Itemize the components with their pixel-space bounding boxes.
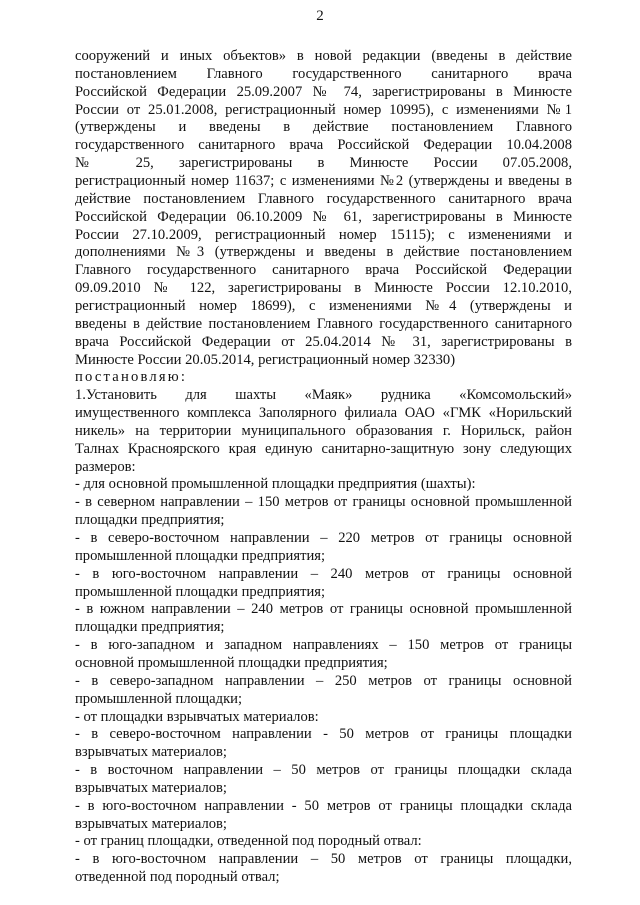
text-line: - в северо-восточном направлении – 220 метров от границы основной — [75, 530, 572, 546]
text-line: - для основной промышленной площадки предприятия (шахты): — [75, 476, 476, 493]
text-line: постановлением Главного государственного санитарного врача — [75, 65, 572, 82]
text-line: - в юго-восточном направлении – 240 метров от границы основной — [75, 565, 572, 582]
resolution-word: постановляю: — [75, 369, 188, 386]
text-line: - от границ площадки, отведенной под породный отвал: — [75, 833, 422, 850]
text-line: Минюсте России 20.05.2014, регистрационный номер 32330) — [75, 351, 456, 368]
text-line: - в северо-западном направлении – 250 метров от границы основной — [75, 672, 572, 689]
text-line: регистрационный номер 18699), с изменениями №4 (утверждены и — [75, 297, 572, 314]
text-line: Талнах Красноярского края единую санитарно-защитную зону следующих — [75, 440, 572, 457]
text-line: размеров: — [75, 458, 136, 475]
text-line: введены в действие постановлением Главного государственного санитарного — [75, 315, 572, 332]
text-line: - в юго-западном и западном направлениях – 150 метров от границы — [75, 637, 572, 654]
text-line: регистрационный номер 11637; с изменениями №2 (утверждены и введены в — [75, 173, 572, 189]
text-line: государственного санитарного врача Российской Федерации 10.04.2008 — [75, 137, 572, 154]
text-line: 09.09.2010 № 122, зарегистрированы в Минюсте России 12.10.2010, — [75, 280, 572, 297]
text-line: никель» на территории муниципального образования г. Норильск, район — [75, 422, 572, 439]
text-line: имущественного комплекса Заполярного филиала ОАО «ГМК «Норильский — [75, 405, 572, 421]
text-line: промышленной площадки; — [75, 690, 243, 707]
text-line: (утверждены и введены в действие постановлением Главного — [75, 119, 572, 136]
text-line: взрывчатых материалов; — [75, 744, 227, 761]
text-line: Главного государственного санитарного врача Российской Федерации — [75, 262, 572, 279]
text-line: - в юго-восточном направлении – 50 метров от границы площадки, — [75, 851, 572, 868]
text-line: площадки предприятия; — [75, 512, 225, 529]
text-line: России от 25.01.2008, регистрационный номер 10995), с изменениями №1 — [75, 101, 572, 118]
text-line: - в северо-восточном направлении - 50 метров от границы площадки — [75, 726, 572, 743]
text-line: Российской Федерации 06.10.2009 № 61, зарегистрированы в Минюсте — [75, 208, 572, 225]
text-line: взрывчатых материалов; — [75, 815, 227, 832]
text-line: 1.Установить для шахты «Маяк» рудника «Комсомольский» — [75, 387, 572, 404]
text-line: площадки предприятия; — [75, 619, 225, 636]
page-number: 2 — [316, 8, 324, 24]
text-line: отведенной под породный отвал; — [75, 869, 280, 886]
text-line: действие постановлением Главного государственного санитарного врача — [75, 190, 572, 207]
text-line: сооружений и иных объектов» в новой редакции (введены в действие — [75, 48, 572, 64]
text-line: Российской Федерации 25.09.2007 № 74, зарегистрированы в Минюсте — [75, 83, 572, 100]
text-line: - в южном направлении – 240 метров от границы основной промышленной — [75, 601, 572, 618]
text-line: - в юго-восточном направлении - 50 метров от границы площадки склада — [75, 797, 572, 814]
text-line: врача Российской Федерации от 25.04.2014 № 31, зарегистрированы в — [75, 333, 572, 350]
text-line: - в восточном направлении – 50 метров от границы площадки склада — [75, 762, 572, 778]
text-line: России 27.10.2009, регистрационный номер 15115); с изменениями и — [75, 226, 572, 243]
text-line: № 25, зарегистрированы в Минюсте России 07.05.2008, — [75, 155, 572, 172]
text-line: - от площадки взрывчатых материалов: — [75, 708, 319, 725]
text-line: промышленной площадки предприятия; — [75, 547, 326, 564]
text-line: основной промышленной площадки предприятия; — [75, 654, 388, 671]
text-line: взрывчатых материалов; — [75, 779, 227, 796]
text-line: - в северном направлении – 150 метров от границы основной промышленной — [75, 494, 572, 511]
text-line: промышленной площадки предприятия; — [75, 583, 326, 600]
text-line: дополнениями №3 (утверждены и введены в действие постановлением — [75, 244, 572, 261]
